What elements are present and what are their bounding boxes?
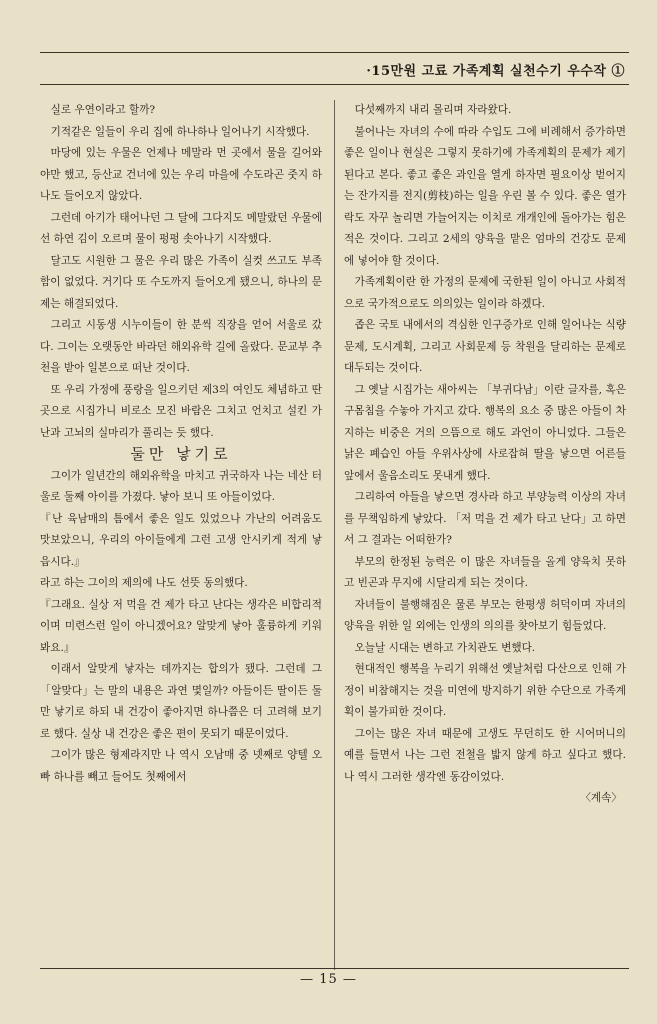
quote: 『난 육남매의 틈에서 좋은 일도 있었으나 가난의 어려움도 맛보았으니, 우리의 아이들에게 그런 고생 안시키게 적게 낳읍시다.』 xyxy=(40,512,322,568)
page-number: — 15 — xyxy=(300,972,357,987)
left-column xyxy=(40,100,322,788)
paragraph: 실로 우연이라고 할까? xyxy=(50,104,156,116)
paragraph: 라고 하는 그이의 제의에 나도 선뜻 동의했다. xyxy=(40,577,248,589)
paragraph: 마당에 있는 우물은 언제나 메말라 먼 곳에서 물을 길어와야만 했고, 등산교 건너에 있는 우리 마을에 수도라곤 줏지 하나도 들어오지 않았다. xyxy=(40,147,322,202)
paragraph: 현대적인 행복을 누리기 위해선 옛날처럼 다산으로 인해 가정이 비참해지는 것을 미연에 방지하기 위한 수단으로 가족계획이 불가피한 것이다. xyxy=(344,663,626,718)
column-divider xyxy=(334,100,335,970)
quote: 『그래요. 실상 저 먹을 건 제가 타고 난다는 생각은 비합리적이며 미련스런 일이 아니겠어요? 알맞게 낳아 훌륭하게 키워 봐요.』 xyxy=(40,598,322,654)
paragraph: 가족계획이란 한 가정의 문제에 국한된 일이 아니고 사회적으로 국가적으로도 의의있는 일이라 하겠다. xyxy=(344,276,626,310)
header-rule xyxy=(40,84,629,85)
paragraph: 좁은 국토 내에서의 격심한 인구증가로 인해 일어나는 식량문제, 도시계획, 그리고 사회문제 등 착원을 달리하는 문제로 대두되는 것이다. xyxy=(344,319,626,374)
paragraph: 이래서 알맞게 낳자는 데까지는 합의가 됐다. 그런데 그 「알맞다」는 말의 내용은 과연 몇일까? 아들이든 딸이든 둘만 낳기로 하되 내 건강이 좋아지면 하나쯤은 더 고려해 보기로 했다. 실상 내 건강은 좋은 편이 못되기 때문이었다. xyxy=(40,663,322,740)
paragraph: 자녀들이 불행해짐은 물론 부모는 한평생 허덕이며 자녀의 양육을 위한 일 외에는 인생의 의의를 찾아보기 힘들었다. xyxy=(344,598,626,632)
right-column xyxy=(344,100,626,810)
paragraph: 불어나는 자녀의 수에 따라 수입도 그에 비례해서 증가하면 좋은 일이나 현실은 그렇지 못하기에 가족계획의 문제가 제기된다고 본다. 좋고 좋은 과인을 열게 하자면 필요이상 벋어지는 잔가지를 전지(剪枝)하는 일을 우린 볼 수 있다. 좋은 열가락도 자꾸 놀리면 가늘어지는 이치로 개개인에 돌아가는 힘은 적은 것이다. 그리고 2세의 양육을 맡은 엄마의 건강도 문제에 넣어야 할 것이다. xyxy=(344,125,626,267)
paragraph: 그리하여 아들을 낳으면 경사라 하고 부양능력 이상의 자녀를 무책임하게 낳았다. 「저 먹을 건 제가 타고 난다」고 하면서 그 결과는 어떠한가? xyxy=(344,491,626,546)
paragraph: 그이가 많은 형제라지만 나 역시 오남매 중 넷째로 양텔 오빠 하나를 빼고 들어도 첫째에서 xyxy=(40,749,322,783)
paragraph: 그이는 많은 자녀 때문에 고생도 무던히도 한 시어머니의 예를 들면서 나는 그런 전철을 밟지 않게 하고 싶다고 했다. 나 역시 그러한 생각엔 동감이었다. xyxy=(344,727,626,783)
top-rule xyxy=(40,52,629,53)
paragraph: 그 옛날 시집가는 새아씨는 「부귀다남」이란 글자를, 혹은 구몸침을 수놓아 가지고 갔다. 행복의 요소 중 많은 아들이 차지하는 비중은 거의 으뜸으로 해도 과언이 아니었다. 그들은 낡은 폐습인 아들 우위사상에 사로잡혀 딸을 낳으면 어른들 앞에서 울음소리도 못내게 했다. xyxy=(344,383,626,482)
paragraph: 달고도 시원한 그 물은 우리 많은 가족이 실컷 쓰고도 부족함이 없었다. 거기다 또 수도까지 들어오게 됐으니, 하나의 문제는 해결되었다. xyxy=(40,254,322,310)
series-header: ·15만원 고료 가족계획 실천수기 우수작 ① xyxy=(366,64,625,79)
paragraph: 부모의 한정된 능력은 이 많은 자녀들을 올게 양육치 못하고 빈곤과 무지에 시달리게 되는 것이다. xyxy=(344,555,626,589)
continued-mark: 〈계속〉 xyxy=(580,792,622,804)
paragraph: 그이가 일년간의 해외유학을 마치고 귀국하자 나는 네산 터울로 둘째 아이를 가졌다. 낳아 보니 또 아들이었다. xyxy=(40,469,322,503)
footer-rule xyxy=(40,968,629,969)
paragraph: 기적같은 일들이 우리 집에 하나하나 일어나기 시작했다. xyxy=(50,125,310,138)
paragraph: 다섯째까지 내리 몰리며 자라왔다. xyxy=(354,104,512,116)
paragraph: 그런데 아기가 태어나던 그 달에 그다지도 메말랐던 우물에선 하연 김이 오르며 물이 펑펑 솟아나기 시작했다. xyxy=(40,211,322,245)
paragraph: 그리고 시동생 시누이들이 한 분씩 직장을 얻어 서울로 갔다. 그이는 오랫동안 바라던 해외유학 길에 올랐다. 문교부 추천을 받아 일본으로 떠난 것이다. xyxy=(40,319,322,374)
section-title: 둘만 낳기로 xyxy=(130,445,232,463)
paragraph: 또 우리 가정에 풍랑을 일으키던 제3의 여인도 체념하고 딴 곳으로 시집가니 비로소 모진 바람은 그치고 언치고 설킨 가난과 고뇌의 실마리가 풀리는 듯 했다. xyxy=(40,383,322,439)
paragraph: 오늘날 시대는 변하고 가치관도 변했다. xyxy=(354,641,536,654)
